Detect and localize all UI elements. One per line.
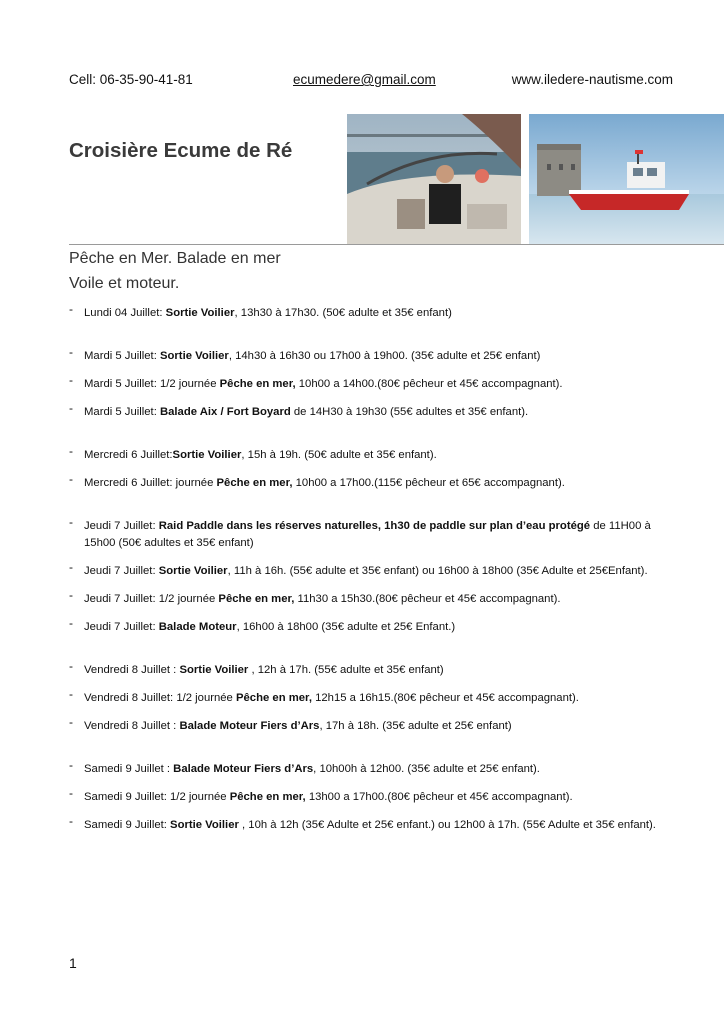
contact-website: www.iledere-nautisme.com [511, 72, 673, 87]
event-text: , 16h00 à 18h00 (35€ adulte et 25€ Enfant.) [236, 621, 456, 633]
event-text: de 11H00 à 15h00 (50€ adultes et 35€ enfant) [84, 520, 651, 549]
event-activity: Balade Aix / Fort Boyard [159, 406, 291, 418]
event-item [69, 302, 669, 322]
bullet-dash: - [69, 687, 73, 701]
event-list [69, 302, 669, 845]
event-text: Vendredi 8 Juillet : [84, 664, 180, 676]
event-text: 12h15 a 16h15.(80€ pêcheur et 45€ accompagnant). [311, 692, 579, 704]
event-item [69, 687, 669, 707]
event-activity: Sortie Voilier [172, 449, 242, 461]
event-activity: Balade Moteur Fiers d’Ars [173, 763, 314, 775]
event-item [69, 659, 669, 679]
page-number: 1 [69, 955, 77, 971]
event-text: Jeudi 7 Juillet: [84, 565, 159, 577]
event-text: 10h00 a 17h00.(115€ pêcheur et 65€ accompagnant). [292, 477, 565, 489]
event-text: Mardi 5 Juillet: [84, 350, 160, 362]
event-item [69, 588, 669, 608]
event-activity: Sortie Voilier [170, 819, 239, 831]
subtitle-line-1: Pêche en Mer. Balade en mer [69, 250, 281, 267]
bullet-dash: - [69, 515, 73, 529]
contact-line [69, 72, 673, 90]
fort-boyard-motorboat-photo [529, 114, 724, 244]
event-text: Jeudi 7 Juillet: 1/2 journée [84, 593, 219, 605]
event-item [69, 444, 669, 464]
title-divider [69, 244, 724, 245]
event-text: Vendredi 8 Juillet : [84, 720, 180, 732]
event-text: , 10h à 12h (35€ Adulte et 25€ enfant.) ou 12h00 à 17h. (55€ Adulte et 35€ enfant). [238, 819, 656, 831]
event-activity: Balade Moteur [158, 621, 237, 633]
bullet-dash: - [69, 472, 73, 486]
event-activity: Sortie Voilier [159, 350, 229, 362]
event-text: Samedi 9 Juillet: [84, 819, 171, 831]
contact-cell: Cell: 06-35-90-41-81 [69, 72, 193, 87]
event-text: , 14h30 à 16h30 ou 17h00 à 19h00. (35€ adulte et 25€ enfant) [228, 350, 541, 362]
event-text: , 10h00h à 12h00. (35€ adulte et 25€ enfant). [313, 763, 540, 775]
event-text: Vendredi 8 Juillet: 1/2 journée [84, 692, 236, 704]
event-text: 13h00 a 17h00.(80€ pêcheur et 45€ accompagnant). [305, 791, 573, 803]
bullet-dash: - [69, 444, 73, 458]
document-title: Croisière Ecume de Ré [69, 139, 293, 162]
event-text: Samedi 9 Juillet: 1/2 journée [84, 791, 230, 803]
event-activity: Pêche en mer, [229, 791, 306, 803]
bullet-dash: - [69, 401, 73, 415]
event-item [69, 758, 669, 778]
bullet-dash: - [69, 786, 73, 800]
event-activity: Balade Moteur Fiers d’Ars [179, 720, 320, 732]
event-text: , 11h à 16h. (55€ adulte et 35€ enfant) ou 16h00 à 18h00 (35€ Adulte et 25€Enfant). [227, 565, 648, 577]
event-item [69, 616, 669, 636]
event-text: Mercredi 6 Juillet: [84, 449, 173, 461]
event-text: Mardi 5 Juillet: [84, 406, 160, 418]
event-item [69, 345, 669, 365]
event-text: de 14H30 à 19h30 (55€ adultes et 35€ enfant). [290, 406, 529, 418]
event-text: Mercredi 6 Juillet: journée [84, 477, 217, 489]
event-text: 10h00 a 14h00.(80€ pêcheur et 45€ accompagnant). [295, 378, 563, 390]
bullet-dash: - [69, 588, 73, 602]
event-text: Jeudi 7 Juillet: [84, 520, 159, 532]
bullet-dash: - [69, 373, 73, 387]
event-activity: Pêche en mer, [219, 378, 296, 390]
subtitle-line-2: Voile et moteur. [69, 275, 180, 292]
event-activity: Pêche en mer, [235, 692, 312, 704]
event-activity: Pêche en mer, [218, 593, 295, 605]
bullet-dash: - [69, 560, 73, 574]
bullet-dash: - [69, 302, 73, 316]
event-text: , 15h à 19h. (50€ adulte et 35€ enfant). [241, 449, 437, 461]
sailboat-photo [347, 114, 521, 244]
event-item [69, 472, 669, 492]
event-item [69, 814, 669, 834]
event-text: , 12h à 17h. (55€ adulte et 35€ enfant) [248, 664, 444, 676]
event-text: 11h30 a 15h30.(80€ pêcheur et 45€ accompagnant). [294, 593, 561, 605]
bullet-dash: - [69, 758, 73, 772]
event-activity: Raid Paddle dans les réserves naturelles, 1h30 de paddle sur plan d’eau protégé [158, 520, 591, 532]
bullet-dash: - [69, 715, 73, 729]
bullet-dash: - [69, 616, 73, 630]
event-activity: Pêche en mer, [216, 477, 293, 489]
event-activity: Sortie Voilier [165, 307, 235, 319]
event-item [69, 401, 669, 421]
event-item [69, 715, 669, 735]
event-text: Lundi 04 Juillet: [84, 307, 166, 319]
event-text: Samedi 9 Juillet : [84, 763, 174, 775]
event-activity: Sortie Voilier [179, 664, 249, 676]
event-text: , 17h à 18h. (35€ adulte et 25€ enfant) [319, 720, 512, 732]
bullet-dash: - [69, 659, 73, 673]
event-item [69, 560, 669, 580]
event-item [69, 515, 669, 552]
event-text: Mardi 5 Juillet: 1/2 journée [84, 378, 220, 390]
event-text: Jeudi 7 Juillet: [84, 621, 159, 633]
bullet-dash: - [69, 814, 73, 828]
event-activity: Sortie Voilier [158, 565, 228, 577]
event-item [69, 786, 669, 806]
bullet-dash: - [69, 345, 73, 359]
contact-email-link[interactable]: ecumedere@gmail.com [293, 72, 436, 87]
event-text: , 13h30 à 17h30. (50€ adulte et 35€ enfant) [234, 307, 452, 319]
event-item [69, 373, 669, 393]
